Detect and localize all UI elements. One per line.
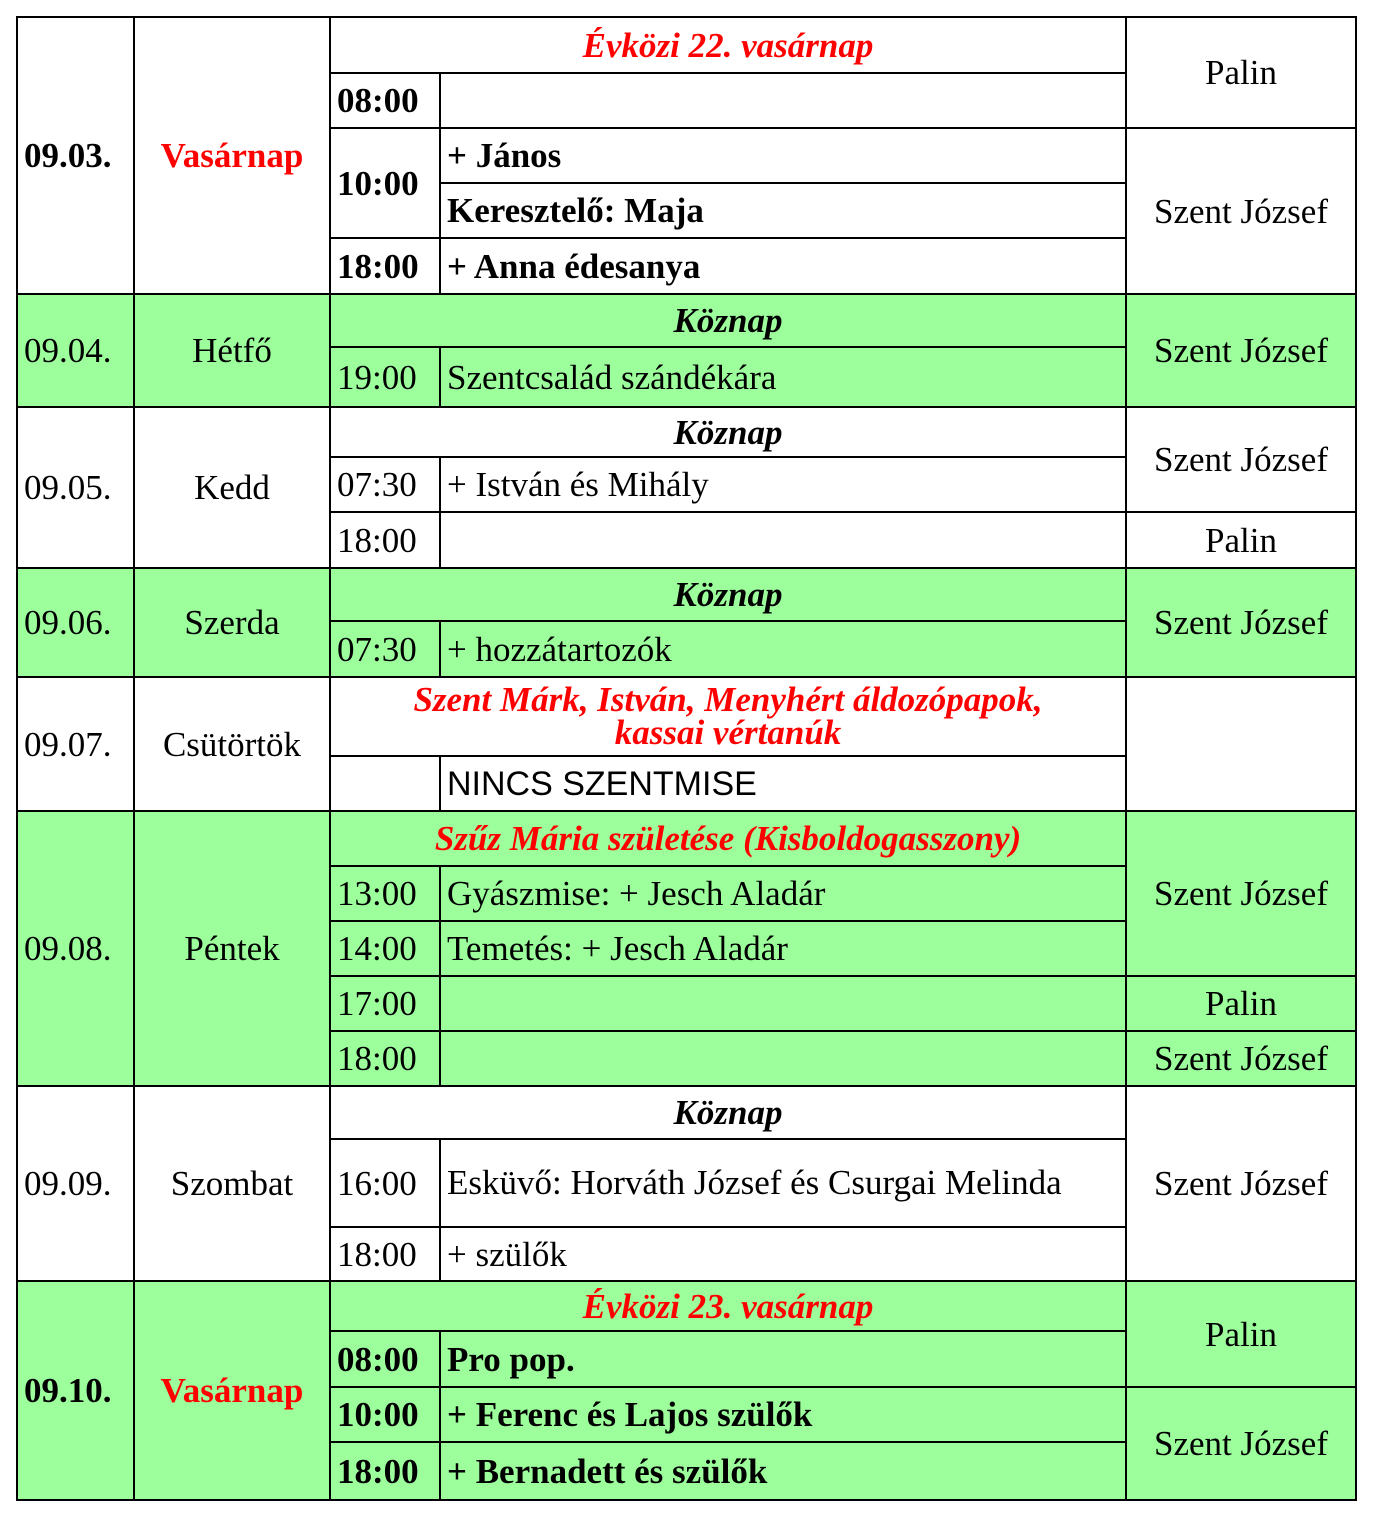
mass-intention: + hozzátartozók <box>440 621 1126 677</box>
mass-time: 13:00 <box>330 866 440 921</box>
mass-time: 07:30 <box>330 457 440 512</box>
day-name-cell: Hétfő <box>134 294 330 407</box>
place-cell: Palin <box>1126 17 1356 128</box>
mass-time: 10:00 <box>330 1387 440 1442</box>
date-cell: 09.10. <box>17 1281 134 1500</box>
day-name-cell: Csütörtök <box>134 677 330 811</box>
day-row-0906 <box>17 568 1356 621</box>
place-cell: Szent József <box>1126 1387 1356 1500</box>
day-row-0905 <box>17 407 1356 457</box>
mass-intention: NINCS SZENTMISE <box>440 756 1126 811</box>
feast-title: Köznap <box>330 294 1126 347</box>
date-cell: 09.05. <box>17 407 134 568</box>
mass-intention: + János <box>440 128 1126 183</box>
day-name-cell: Péntek <box>134 811 330 1086</box>
place-cell: Palin <box>1126 976 1356 1031</box>
place-cell: Szent József <box>1126 1086 1356 1281</box>
mass-intention <box>440 976 1126 1031</box>
feast-title: Köznap <box>330 1086 1126 1139</box>
mass-time: 18:00 <box>330 1442 440 1500</box>
mass-intention: Pro pop. <box>440 1331 1126 1387</box>
place-cell: Szent József <box>1126 294 1356 407</box>
mass-intention: Gyászmise: + Jesch Aladár <box>440 866 1126 921</box>
place-cell: Szent József <box>1126 1031 1356 1086</box>
mass-time: 07:30 <box>330 621 440 677</box>
day-row-0908 <box>17 811 1356 866</box>
mass-time: 08:00 <box>330 1331 440 1387</box>
feast-title: Szűz Mária születése (Kisboldogasszony) <box>330 811 1126 866</box>
mass-intention: + István és Mihály <box>440 457 1126 512</box>
mass-intention: Esküvő: Horváth József és Csurgai Melinda <box>440 1139 1126 1227</box>
mass-intention <box>440 1031 1126 1086</box>
mass-time: 19:00 <box>330 347 440 407</box>
place-cell: Szent József <box>1126 811 1356 976</box>
day-name-cell: Vasárnap <box>134 17 330 294</box>
feast-title: Köznap <box>330 568 1126 621</box>
mass-time: 08:00 <box>330 73 440 128</box>
mass-time: 18:00 <box>330 1031 440 1086</box>
place-cell: Szent József <box>1126 407 1356 512</box>
mass-intention <box>440 73 1126 128</box>
day-name-cell: Szerda <box>134 568 330 677</box>
feast-title: Szent Márk, István, Menyhért áldozópapok, kassai vértanúk <box>330 677 1126 756</box>
feast-title: Évközi 22. vasárnap <box>330 17 1126 73</box>
place-cell: Palin <box>1126 512 1356 568</box>
mass-intention: Keresztelő: Maja <box>440 183 1126 238</box>
mass-intention: + Bernadett és szülők <box>440 1442 1126 1500</box>
date-cell: 09.08. <box>17 811 134 1086</box>
mass-intention: Temetés: + Jesch Aladár <box>440 921 1126 976</box>
mass-time <box>330 756 440 811</box>
date-cell: 09.06. <box>17 568 134 677</box>
date-cell: 09.03. <box>17 17 134 294</box>
day-row-0904 <box>17 294 1356 347</box>
place-cell: Palin <box>1126 1281 1356 1387</box>
place-cell: Szent József <box>1126 568 1356 677</box>
mass-time: 17:00 <box>330 976 440 1031</box>
mass-time: 14:00 <box>330 921 440 976</box>
day-name-cell: Szombat <box>134 1086 330 1281</box>
place-cell <box>1126 677 1356 811</box>
mass-intention: + szülők <box>440 1227 1126 1281</box>
mass-intention: Szentcsalád szándékára <box>440 347 1126 407</box>
day-name-cell: Kedd <box>134 407 330 568</box>
mass-time: 18:00 <box>330 1227 440 1281</box>
date-cell: 09.04. <box>17 294 134 407</box>
day-row-0907 <box>17 677 1356 756</box>
day-row-0910 <box>17 1281 1356 1331</box>
day-row-0909 <box>17 1086 1356 1139</box>
feast-title: Évközi 23. vasárnap <box>330 1281 1126 1331</box>
mass-time: 10:00 <box>330 128 440 238</box>
mass-time: 18:00 <box>330 512 440 568</box>
mass-schedule-table <box>16 16 1357 1501</box>
mass-intention: + Anna édesanya <box>440 238 1126 294</box>
feast-title: Köznap <box>330 407 1126 457</box>
day-name-cell: Vasárnap <box>134 1281 330 1500</box>
mass-time: 16:00 <box>330 1139 440 1227</box>
mass-intention: + Ferenc és Lajos szülők <box>440 1387 1126 1442</box>
day-row-0903 <box>17 17 1356 73</box>
mass-intention <box>440 512 1126 568</box>
date-cell: 09.09. <box>17 1086 134 1281</box>
mass-time: 18:00 <box>330 238 440 294</box>
place-cell: Szent József <box>1126 128 1356 294</box>
date-cell: 09.07. <box>17 677 134 811</box>
